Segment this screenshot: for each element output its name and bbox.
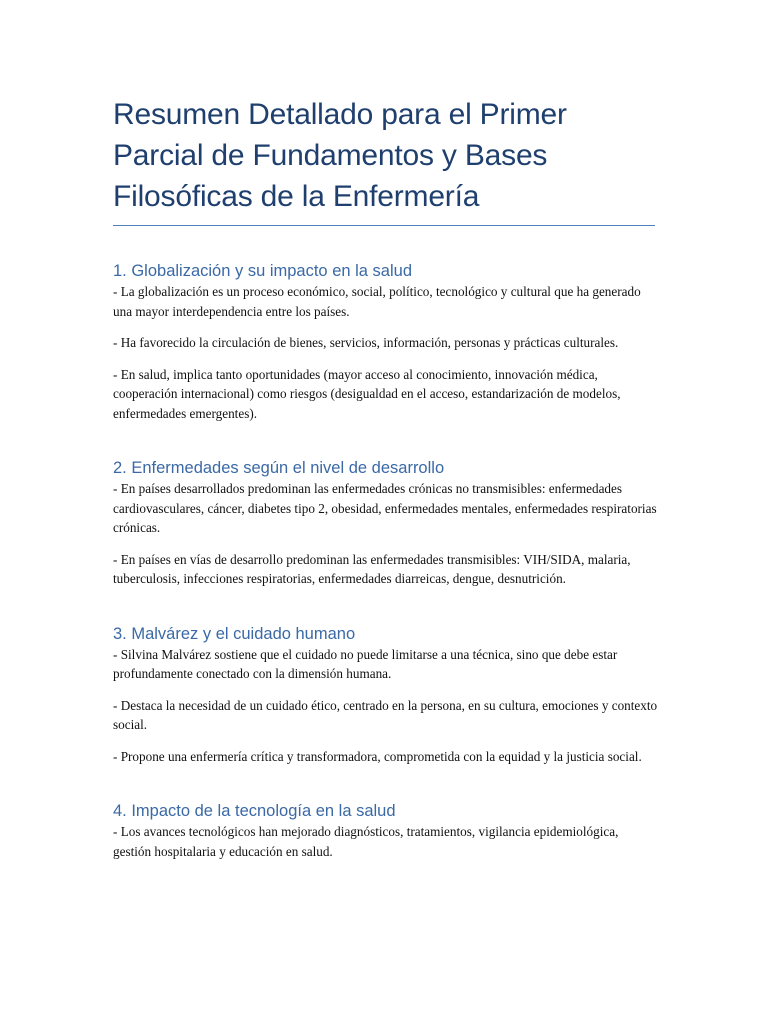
paragraph: - Destaca la necesidad de un cuidado ético, centrado en la persona, en su cultura, emociones y contexto social.	[113, 697, 658, 732]
section-globalizacion	[113, 260, 658, 423]
paragraph: - Ha favorecido la circulación de bienes, servicios, información, personas y prácticas culturales.	[113, 335, 619, 350]
document-content	[113, 94, 658, 861]
paragraph: - En salud, implica tanto oportunidades (mayor acceso al conocimiento, innovación médica, cooperación internacional) como riesgos (desigualdad en el acceso, estandarización de modelos, enfermedades emergentes).	[113, 366, 621, 421]
section-heading: 3. Malvárez y el cuidado humano	[113, 624, 356, 643]
paragraph: - La globalización es un proceso económico, social, político, tecnológico y cultural que ha generado una mayor interdependencia entre los países.	[113, 284, 641, 319]
section-heading: 1. Globalización y su impacto en la salud	[113, 262, 412, 280]
paragraph: - En países desarrollados predominan las enfermedades crónicas no transmisibles: enfermedades cardiovasculares, cáncer, diabetes tipo 2, obesidad, enfermedades mentales, enfermedades respiratorias crónicas.	[113, 481, 657, 535]
section-heading: 4. Impacto de la tecnología en la salud	[113, 802, 396, 820]
section-enfermedades	[113, 457, 658, 589]
paragraph: - En países en vías de desarrollo predominan las enfermedades transmisibles: VIH/SIDA, malaria, tuberculosis, infecciones respiratorias, enfermedades diarreicas, dengue, desnutrición.	[113, 551, 631, 586]
paragraph: - Silvina Malvárez sostiene que el cuidado no puede limitarse a una técnica, sino que debe estar profundamente conectado con la dimensión humana.	[113, 646, 618, 681]
paragraph: - Los avances tecnológicos han mejorado diagnósticos, tratamientos, vigilancia epidemiológica, gestión hospitalaria y educación en salud.	[113, 824, 619, 859]
paragraph: - Propone una enfermería crítica y transformadora, comprometida con la equidad y la justicia social.	[113, 748, 642, 764]
title-divider	[113, 225, 655, 226]
section-tecnologia	[113, 800, 658, 861]
section-malvarez	[113, 623, 658, 767]
document-title: Resumen Detallado para el Primer Parcial de Fundamentos y Bases Filosóficas de la Enfermería	[113, 98, 567, 213]
section-heading: 2. Enfermedades según el nivel de desarrollo	[113, 459, 445, 477]
